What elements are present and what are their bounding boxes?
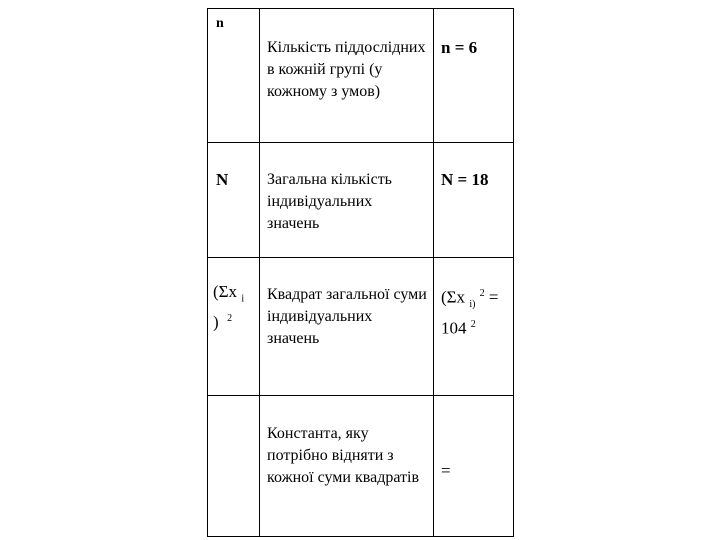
value-text xyxy=(441,284,515,339)
statistics-table xyxy=(207,8,514,537)
value-text: N = 18 xyxy=(441,170,489,189)
symbol-sum-squared xyxy=(213,282,261,333)
description-text: Константа, яку потрібно відняти з кожної суми квадратів xyxy=(267,425,420,486)
symbol-cell xyxy=(208,9,260,143)
value-number: 104 xyxy=(441,318,467,338)
value-base: (Σx xyxy=(441,287,466,307)
description-cell xyxy=(260,396,434,537)
table-row xyxy=(208,143,514,258)
value-cell xyxy=(434,396,514,537)
table-row xyxy=(208,9,514,143)
description-cell xyxy=(260,9,434,143)
value-text: n = 6 xyxy=(441,38,478,57)
value-cell xyxy=(434,258,514,396)
symbol-cell xyxy=(208,396,260,537)
symbol-subscript: i xyxy=(241,293,245,305)
symbol-cell xyxy=(208,143,260,258)
value-number-superscript: 2 xyxy=(470,319,476,331)
value-cell xyxy=(434,9,514,143)
symbol-superscript: 2 xyxy=(227,313,233,325)
symbol-n: n xyxy=(216,16,224,31)
table-row xyxy=(208,258,514,396)
description-text: Загальна кількість індивідуальних значень xyxy=(267,171,392,232)
description-cell xyxy=(260,258,434,396)
value-cell xyxy=(434,143,514,258)
description-cell xyxy=(260,143,434,258)
value-equals: = xyxy=(488,287,499,307)
value-superscript: 2 xyxy=(479,288,485,299)
value-text: = xyxy=(441,461,451,480)
description-text: Кількість піддослідних в кожній групі (у кожному з умов) xyxy=(267,39,426,100)
symbol-base: (Σx xyxy=(213,282,238,301)
symbol-cell xyxy=(208,258,260,396)
description-text: Квадрат загальної суми індивідуальних значень xyxy=(267,286,427,347)
symbol-N: N xyxy=(216,170,229,189)
symbol-close: ) xyxy=(213,313,219,333)
value-subscript: i) xyxy=(469,299,476,311)
table-row xyxy=(208,396,514,537)
